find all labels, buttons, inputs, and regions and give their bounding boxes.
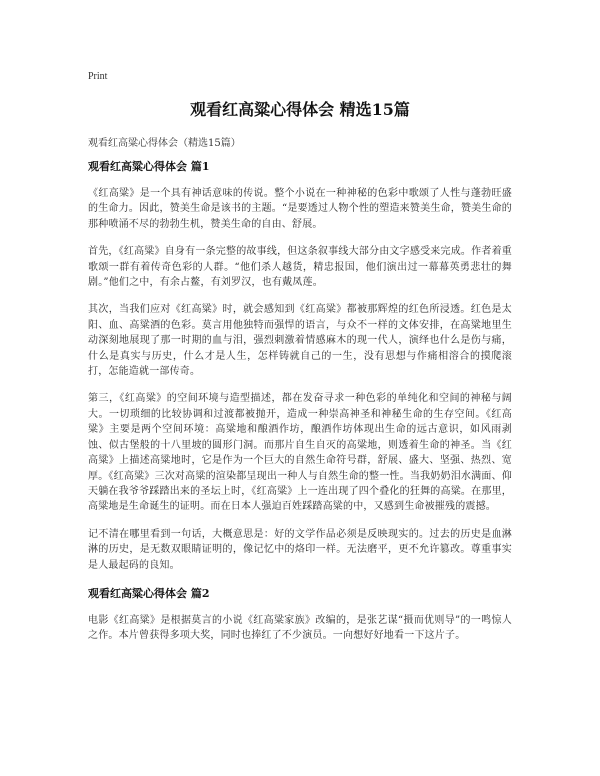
paragraph: 记不清在哪里看到一句话，大概意思是：好的文学作品必须是反映现实的。过去的历史是血淋淋的历史，是无数双眼睛证明的，像记忆中的烙印一样。无法磨平，更不允许篡改。尊重事实是人最起码的良知。: [88, 528, 512, 571]
paragraph: 其次，当我们应对《红高粱》时，就会感知到《红高粱》都被那辉煌的红色所浸透。红色是太阳、血、高粱酒的色彩。莫言用他独特而强悍的语言，与众不一样的文体安排，在高粱地里生动深刻地展现了那一时期的血与泪，强烈刺激着情感麻木的现一代人，演绎也什么是伤与痛，什么是真实与历史，什么才是人生，怎样铸就自己的一生，没有思想与作痛相溶合的摸爬滚打，怎能造就一部传奇。: [88, 304, 512, 378]
paragraph: 《红高粱》是一个具有神话意味的传说。整个小说在一种神秘的色彩中歌颂了人性与蓬勃旺盛的生命力。因此，赞美生命是该书的主题。“是要透过人物个性的塑造来赞美生命，赞美生命的那种喷涌不尽的勃勃生机，赞美生命的自由、舒展。: [88, 188, 512, 230]
article-body: [88, 158, 512, 656]
paragraph: 第三，《红高粱》的空间环境与造型描述，都在发奋寻求一种色彩的单纯化和空间的神秘与阔大。一切琐细的比较协调和过渡都被抛开，造成一种崇高神圣和神秘生命的生存空间。《红高粱》主要是两个空间环境：高粱地和酿酒作坊，酿酒作坊体现出生命的远古意识，如风雨剥蚀、似古堡般的十八里坡的圆形门洞。而那片自生自灭的高粱地，则透着生命的神圣。当《红高粱》上描述高粱地时，它是作为一个巨大的自然生命符号群，舒展、盛大、坚强、热烈、宽厚。《红高粱》三次对高粱的渲染都呈现出一种人与自然生命的整一性。当我奶奶泪水满面、仰天躺在我爷爷踩踏出来的圣坛上时，《红高粱》上一连出现了四个叠化的狂舞的高粱。在那里，高粱地是生命诞生的证明。而在日本人强迫百姓踩踏高粱的中，又感到生命被摧残的震撼。: [88, 393, 512, 513]
section-heading-2: 观看红高粱心得体会 篇2: [88, 586, 210, 600]
section-heading-1: 观看红高粱心得体会 篇1: [88, 160, 210, 173]
page-title: 观看红高粱心得体会 精选15篇: [190, 100, 410, 119]
print-link[interactable]: Print: [88, 71, 108, 82]
page-subtitle: 观看红高粱心得体会（精选15篇）: [88, 138, 241, 149]
paragraph: 首先，《红高粱》自身有一条完整的故事线，但这条叙事线大部分由文字感受来完成。作者着重歌颂一群有着传奇色彩的人群。“他们杀人越货，精忠报国，他们演出过一幕幕英勇悲壮的舞剧。”他们之中，有余占鳌，有刘罗汉，也有戴凤莲。: [88, 246, 512, 289]
paragraph: 电影《红高粱》是根据莫言的小说《红高粱家族》改编的，是张艺谋“摄而优则导”的一鸣惊人之作。本片曾获得多项大奖，同时也捧红了不少演员。一向想好好地看一下这片子。: [88, 614, 512, 642]
